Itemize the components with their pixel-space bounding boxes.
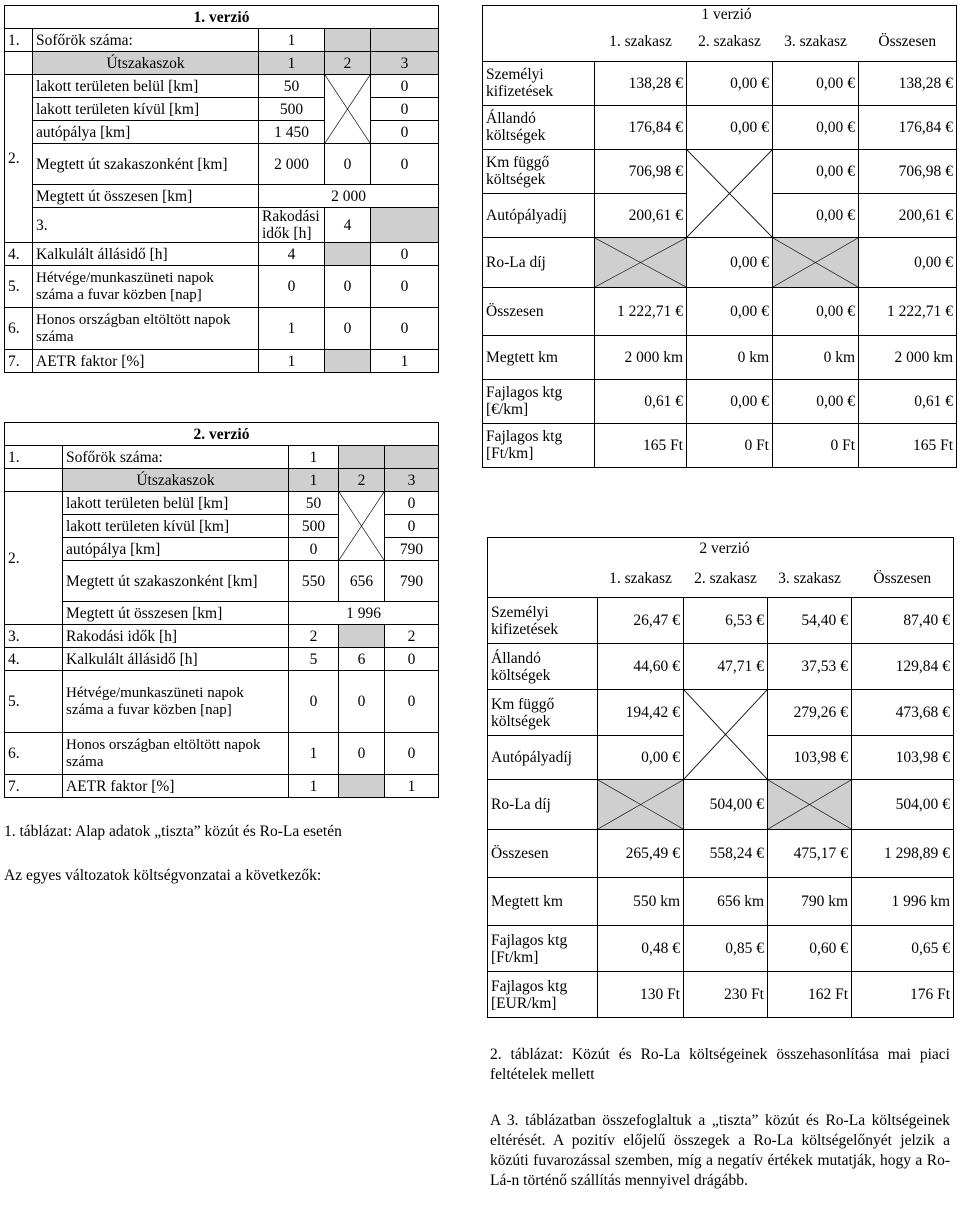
row-label: Autópályadíj bbox=[488, 736, 598, 780]
row-label: Fajlagos ktg [Ft/km] bbox=[488, 926, 598, 972]
spec-cell: 0,60 € bbox=[768, 926, 852, 972]
row-num: 1. bbox=[5, 29, 33, 52]
row-label: Rakodási idők [h] bbox=[63, 625, 289, 648]
cell: 0 bbox=[339, 671, 385, 733]
cost-table-v2 bbox=[487, 537, 954, 1018]
cell: 0 bbox=[339, 733, 385, 775]
row-label: lakott területen kívül [km] bbox=[63, 515, 289, 538]
km-cell: 2 000 km bbox=[595, 335, 687, 379]
row-label: autópálya [km] bbox=[33, 121, 259, 144]
cell: 0 bbox=[371, 121, 439, 144]
blank-cell bbox=[371, 208, 439, 243]
cell: 0 bbox=[289, 671, 339, 733]
cell: 0 bbox=[371, 308, 439, 350]
row-label: Állandó költségek bbox=[483, 105, 595, 149]
blank-cell bbox=[325, 29, 371, 52]
cell: 6 bbox=[339, 648, 385, 671]
cost-cell: 1 298,89 € bbox=[852, 830, 954, 878]
cell: 0 bbox=[371, 266, 439, 308]
cross-cell bbox=[595, 237, 687, 287]
row-label: Autópályadíj bbox=[483, 193, 595, 237]
blank-cell bbox=[325, 350, 371, 373]
col-header: 2. szakasz bbox=[694, 569, 757, 587]
blank-cell bbox=[339, 625, 385, 648]
cost-cell: 0,00 € bbox=[773, 193, 859, 237]
cell: 2 000 bbox=[259, 144, 325, 185]
cost-cell: 103,98 € bbox=[768, 736, 852, 780]
cell: 2 bbox=[385, 625, 439, 648]
row-num: 7. bbox=[5, 775, 63, 798]
cell: 3 bbox=[371, 52, 439, 75]
cell: 2 bbox=[339, 469, 385, 492]
spec-cell: 176 Ft bbox=[852, 972, 954, 1018]
spec-cell: 0,61 € bbox=[859, 379, 957, 423]
blank-cell bbox=[339, 775, 385, 798]
row-label: Összesen bbox=[488, 830, 598, 878]
row-label: Megtett km bbox=[483, 335, 595, 379]
row-label: Fajlagos ktg [€/km] bbox=[483, 379, 595, 423]
row-label: Ro-La díj bbox=[488, 780, 598, 830]
cost-cell: 200,61 € bbox=[595, 193, 687, 237]
cost-cell: 176,84 € bbox=[859, 105, 957, 149]
cost-cell: 194,42 € bbox=[598, 690, 684, 736]
cost-cell: 279,26 € bbox=[768, 690, 852, 736]
row-label: Megtett út szakaszonként [km] bbox=[33, 144, 259, 185]
km-cell: 656 km bbox=[684, 878, 768, 926]
cost-cell: 200,61 € bbox=[859, 193, 957, 237]
row-label: Km függő költségek bbox=[483, 149, 595, 193]
cell: 656 bbox=[339, 561, 385, 602]
km-cell: 2 000 km bbox=[859, 335, 957, 379]
col-header: Összesen bbox=[852, 560, 954, 598]
cell: 790 bbox=[385, 538, 439, 561]
cell: 2 bbox=[289, 625, 339, 648]
spec-cell: 0 Ft bbox=[773, 423, 859, 467]
cell: 0 bbox=[371, 243, 439, 266]
blank-cell bbox=[5, 469, 63, 492]
cell: 0 bbox=[371, 144, 439, 185]
km-cell: 0 km bbox=[773, 335, 859, 379]
table2-caption: 2. táblázat: Közút és Ro-La költségeinek összehasonlítása mai piaci feltételek mellett bbox=[490, 1046, 950, 1083]
cost-cell: 6,53 € bbox=[684, 598, 768, 644]
cell: 0 bbox=[325, 266, 371, 308]
blank-cell bbox=[371, 29, 439, 52]
spec-cell: 130 Ft bbox=[598, 972, 684, 1018]
cost-cell: 44,60 € bbox=[598, 644, 684, 690]
cell: 790 bbox=[385, 561, 439, 602]
cost-cell: 1 222,71 € bbox=[595, 287, 687, 335]
cell: 1 bbox=[371, 350, 439, 373]
col-header: 1. szakasz bbox=[609, 33, 672, 51]
spec-cell: 165 Ft bbox=[859, 423, 957, 467]
row-label: autópálya [km] bbox=[63, 538, 289, 561]
row-label: lakott területen kívül [km] bbox=[33, 98, 259, 121]
row-label: AETR faktor [%] bbox=[33, 350, 259, 373]
cost-cell: 706,98 € bbox=[859, 149, 957, 193]
cost-cell: 47,71 € bbox=[684, 644, 768, 690]
row-label: Kalkulált állásidő [h] bbox=[33, 243, 259, 266]
cost-cell: 129,84 € bbox=[852, 644, 954, 690]
cross-cell bbox=[339, 492, 385, 561]
row-label: Megtett út összesen [km] bbox=[63, 602, 289, 625]
km-cell: 550 km bbox=[598, 878, 684, 926]
row-num: 2. bbox=[5, 492, 63, 625]
row-label: lakott területen belül [km] bbox=[33, 75, 259, 98]
cell: 1 bbox=[385, 775, 439, 798]
table-title: 2. verzió bbox=[5, 423, 439, 446]
cell: 50 bbox=[259, 75, 325, 98]
cost-cell: 475,17 € bbox=[768, 830, 852, 878]
cell: 1 bbox=[289, 733, 339, 775]
table1-caption: 1. táblázat: Alap adatok „tiszta” közút és Ro-La esetén bbox=[4, 823, 342, 840]
cost-cell: 176,84 € bbox=[595, 105, 687, 149]
cell: 1 bbox=[259, 308, 325, 350]
total-cell: 2 000 bbox=[259, 185, 439, 208]
cell: 0 bbox=[289, 538, 339, 561]
row-label: Sofőrök száma: bbox=[33, 29, 259, 52]
row-num: 6. bbox=[5, 308, 33, 350]
cross-cell bbox=[325, 75, 371, 144]
cell: 0 bbox=[385, 733, 439, 775]
cost-table-v1 bbox=[482, 5, 957, 468]
blank-cell bbox=[325, 243, 371, 266]
cost-cell: 0,00 € bbox=[687, 287, 773, 335]
row-num: 1. bbox=[5, 446, 63, 469]
cost-cell: 54,40 € bbox=[768, 598, 852, 644]
spec-cell: 165 Ft bbox=[595, 423, 687, 467]
row-label: Összesen bbox=[483, 287, 595, 335]
cost-cell: 504,00 € bbox=[684, 780, 768, 830]
cell: 0 bbox=[325, 144, 371, 185]
cost-cell: 0,00 € bbox=[773, 105, 859, 149]
row-label: Megtett km bbox=[488, 878, 598, 926]
cell: 0 bbox=[371, 75, 439, 98]
cost-cell: 0,00 € bbox=[773, 287, 859, 335]
cross-cell bbox=[768, 780, 852, 830]
cross-cell bbox=[598, 780, 684, 830]
row-num: 7. bbox=[5, 350, 33, 373]
cell: 1 450 bbox=[259, 121, 325, 144]
row-label: Személyi kifizetések bbox=[483, 61, 595, 105]
row-num: 4. bbox=[5, 648, 63, 671]
cost-cell: 504,00 € bbox=[852, 780, 954, 830]
row-label: Megtett út szakaszonként [km] bbox=[63, 561, 289, 602]
cell: 1 bbox=[259, 52, 325, 75]
cell: 0 bbox=[385, 648, 439, 671]
cell: 1 bbox=[289, 469, 339, 492]
col-header: Összesen bbox=[859, 23, 957, 61]
cost-cell: 138,28 € bbox=[859, 61, 957, 105]
cross-cell bbox=[687, 149, 773, 237]
row-num: 6. bbox=[5, 733, 63, 775]
row-label: Sofőrök száma: bbox=[63, 446, 289, 469]
row-label: lakott területen belül [km] bbox=[63, 492, 289, 515]
row-num: 3. bbox=[5, 625, 63, 648]
cost-cell: 265,49 € bbox=[598, 830, 684, 878]
row-label: Személyi kifizetések bbox=[488, 598, 598, 644]
cell: 1 bbox=[289, 775, 339, 798]
km-cell: 0 km bbox=[687, 335, 773, 379]
table-title: 2 verzió bbox=[598, 538, 852, 560]
total-cell: 1 996 bbox=[289, 602, 439, 625]
cost-cell: 37,53 € bbox=[768, 644, 852, 690]
cell: 50 bbox=[289, 492, 339, 515]
row-num: 5. bbox=[5, 671, 63, 733]
cell: 1 bbox=[259, 29, 325, 52]
row-label: Hétvége/munkaszüneti napok száma a fuvar közben [nap] bbox=[33, 266, 259, 308]
row-label: AETR faktor [%] bbox=[63, 775, 289, 798]
cell: 550 bbox=[289, 561, 339, 602]
cell: 0 bbox=[385, 671, 439, 733]
col-header: 1. szakasz bbox=[609, 569, 672, 587]
cost-cell: 138,28 € bbox=[595, 61, 687, 105]
cell: 0 bbox=[385, 515, 439, 538]
col-header: 3. szakasz bbox=[778, 569, 841, 587]
spec-cell: 0,48 € bbox=[598, 926, 684, 972]
cell: 1 bbox=[259, 350, 325, 373]
blank-cell bbox=[339, 446, 385, 469]
segment-header: Útszakaszok bbox=[33, 52, 259, 75]
table-title: 1 verzió bbox=[595, 6, 859, 24]
cell: 0 bbox=[385, 492, 439, 515]
cost-cell: 0,00 € bbox=[687, 61, 773, 105]
row-label: Fajlagos ktg [Ft/km] bbox=[483, 423, 595, 467]
row-num: 4. bbox=[5, 243, 33, 266]
row-num: 2. bbox=[5, 75, 33, 243]
row-label: Km függő költségek bbox=[488, 690, 598, 736]
cell: 4 bbox=[259, 243, 325, 266]
spec-cell: 0,00 € bbox=[687, 379, 773, 423]
cost-cell: 26,47 € bbox=[598, 598, 684, 644]
row-label: Megtett út összesen [km] bbox=[33, 185, 259, 208]
km-cell: 790 km bbox=[768, 878, 852, 926]
spec-cell: 0,61 € bbox=[595, 379, 687, 423]
cell: 1 bbox=[289, 446, 339, 469]
cell: 5 bbox=[289, 648, 339, 671]
cost-cell: 0,00 € bbox=[598, 736, 684, 780]
row-label: Fajlagos ktg [EUR/km] bbox=[488, 972, 598, 1018]
cell: 2 bbox=[325, 52, 371, 75]
input-table-v1 bbox=[4, 5, 439, 373]
cost-cell: 0,00 € bbox=[687, 105, 773, 149]
cost-cell: 0,00 € bbox=[773, 149, 859, 193]
row-label: Kalkulált állásidő [h] bbox=[63, 648, 289, 671]
table-title: 1. verzió bbox=[5, 6, 439, 29]
spec-cell: 162 Ft bbox=[768, 972, 852, 1018]
row-num: 3. bbox=[33, 208, 259, 243]
cell: 0 bbox=[325, 308, 371, 350]
cost-cell: 87,40 € bbox=[852, 598, 954, 644]
blank-cell bbox=[385, 446, 439, 469]
spec-cell: 0,00 € bbox=[773, 379, 859, 423]
spec-cell: 0,85 € bbox=[684, 926, 768, 972]
segment-header: Útszakaszok bbox=[63, 469, 289, 492]
input-table-v2 bbox=[4, 422, 439, 798]
km-cell: 1 996 km bbox=[852, 878, 954, 926]
spec-cell: 230 Ft bbox=[684, 972, 768, 1018]
row-label: Honos országban eltöltött napok száma bbox=[33, 308, 259, 350]
summary-paragraph: A 3. táblázatban összefoglaltuk a „tiszta” közút és Ro-La költségeinek eltérését. A pozitív előjelű összegek a Ro-La költségelőnyét jelzik a közúti fuvarozással szemben, míg a negatív értékek mutatják, hogy a Ro-Lá-n történő szállítás mennyivel drágább. bbox=[490, 1112, 950, 1189]
cell: 500 bbox=[259, 98, 325, 121]
spec-cell: 0 Ft bbox=[687, 423, 773, 467]
cost-cell: 558,24 € bbox=[684, 830, 768, 878]
cell: 4 bbox=[325, 208, 371, 243]
col-header: 2. szakasz bbox=[698, 33, 761, 51]
row-label: Honos országban eltöltött napok száma bbox=[63, 733, 289, 775]
cost-cell: 0,00 € bbox=[773, 61, 859, 105]
row-label: Ro-La díj bbox=[483, 237, 595, 287]
cost-cell: 1 222,71 € bbox=[859, 287, 957, 335]
row-label: Állandó költségek bbox=[488, 644, 598, 690]
blank-cell bbox=[5, 52, 33, 75]
cost-cell: 706,98 € bbox=[595, 149, 687, 193]
cost-cell: 0,00 € bbox=[859, 237, 957, 287]
cost-cell: 103,98 € bbox=[852, 736, 954, 780]
row-label: Hétvége/munkaszüneti napok száma a fuvar közben [nap] bbox=[63, 671, 289, 733]
cell: 0 bbox=[259, 266, 325, 308]
cell: 3 bbox=[385, 469, 439, 492]
cost-cell: 0,00 € bbox=[687, 237, 773, 287]
cost-cell: 473,68 € bbox=[852, 690, 954, 736]
row-num: 5. bbox=[5, 266, 33, 308]
cell: 500 bbox=[289, 515, 339, 538]
row-label: Rakodási idők [h] bbox=[259, 208, 325, 243]
cross-cell bbox=[773, 237, 859, 287]
col-header: 3. szakasz bbox=[784, 33, 847, 51]
cross-cell bbox=[684, 690, 768, 780]
intro-text: Az egyes változatok költségvonzatai a következők: bbox=[4, 867, 322, 884]
spec-cell: 0,65 € bbox=[852, 926, 954, 972]
cell: 0 bbox=[371, 98, 439, 121]
